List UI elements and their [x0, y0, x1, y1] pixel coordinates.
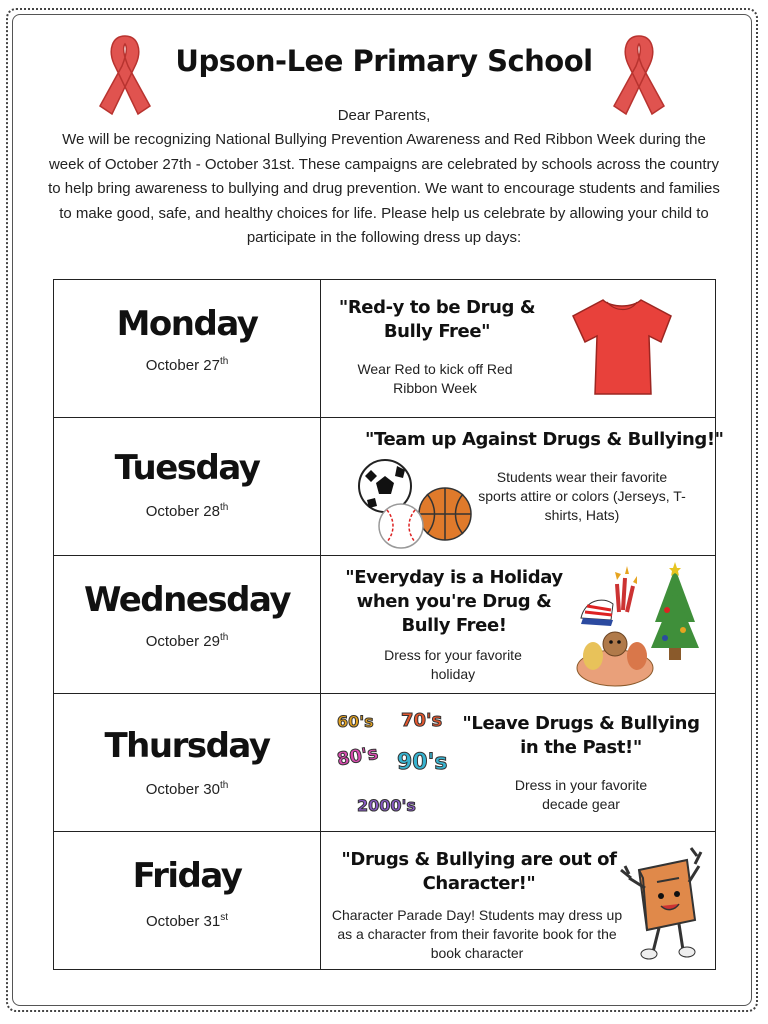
day-date: October 31st: [146, 912, 228, 930]
day-description: Dress in your favorite decade gear: [514, 777, 648, 812]
day-description: Students wear their favorite sports attire or colors (Jerseys, T-shirts, Hats): [478, 469, 686, 523]
school-title: Upson-Lee Primary School: [175, 44, 593, 78]
table-row: [54, 832, 716, 970]
letter-greeting: Dear Parents,: [337, 107, 431, 124]
day-theme: "Drugs & Bullying are out of Character!": [341, 849, 617, 894]
day-date: October 30th: [145, 780, 229, 798]
day-details: [321, 556, 716, 694]
day-description: Dress for your favorite holiday: [384, 647, 522, 682]
red-tshirt-icon: [567, 290, 679, 402]
day-name: Friday: [132, 856, 242, 896]
table-row: [54, 556, 716, 694]
table-row: [54, 280, 716, 418]
day-details: [321, 832, 716, 970]
day-theme: "Team up Against Drugs & Bullying!": [365, 429, 724, 450]
day-description: Wear Red to kick off Red Ribbon Week: [357, 361, 513, 396]
day-name: Wednesday: [83, 580, 291, 620]
day-cell: [54, 832, 321, 970]
day-date: October 27th: [145, 356, 229, 374]
book-character-icon: [617, 842, 707, 966]
day-theme: "Red-y to be Drug & Bully Free": [338, 297, 536, 342]
decade-90s: 90's: [397, 750, 448, 775]
day-theme: "Everyday is a Holiday when you're Drug & Bully Free!: [345, 567, 563, 636]
day-cell: [54, 694, 321, 832]
sports-balls-icon: [357, 456, 477, 552]
decade-80s: 80's: [335, 742, 380, 771]
day-details: [321, 280, 716, 418]
parent-letter: [48, 104, 720, 250]
day-description: Character Parade Day! Students may dress up as a character from their favorite book for the book character: [331, 907, 623, 961]
decade-70s: 70's: [401, 710, 443, 731]
decade-2000s: 2000's: [357, 796, 416, 815]
day-details: [321, 418, 724, 556]
table-row: [54, 694, 716, 832]
decade-60s: 60's: [337, 712, 374, 731]
day-name: Monday: [116, 304, 258, 344]
table-row: [54, 418, 716, 556]
day-cell: [54, 280, 321, 418]
day-theme: "Leave Drugs & Bullying in the Past!": [462, 713, 700, 758]
decades-icon: [337, 706, 457, 826]
day-details: [321, 694, 716, 832]
dress-up-days-table: [53, 279, 724, 970]
day-name: Tuesday: [114, 448, 260, 488]
letter-body: We will be recognizing National Bullying Prevention Awareness and Red Ribbon Week during the week of October 27th - October 31st. These campaigns are celebrated by schools across the country to help bring awareness to bullying and drug prevention. We want to encourage students and families to make good, safe, and healthy choices for life. Please help us celebrate by allowing your child to participate in the following dress up days:: [48, 131, 720, 247]
day-name: Thursday: [104, 726, 270, 766]
day-date: October 28th: [145, 502, 229, 520]
day-cell: [54, 556, 321, 694]
holiday-icon: [571, 560, 707, 688]
day-cell: [54, 418, 321, 556]
day-date: October 29th: [145, 632, 229, 650]
